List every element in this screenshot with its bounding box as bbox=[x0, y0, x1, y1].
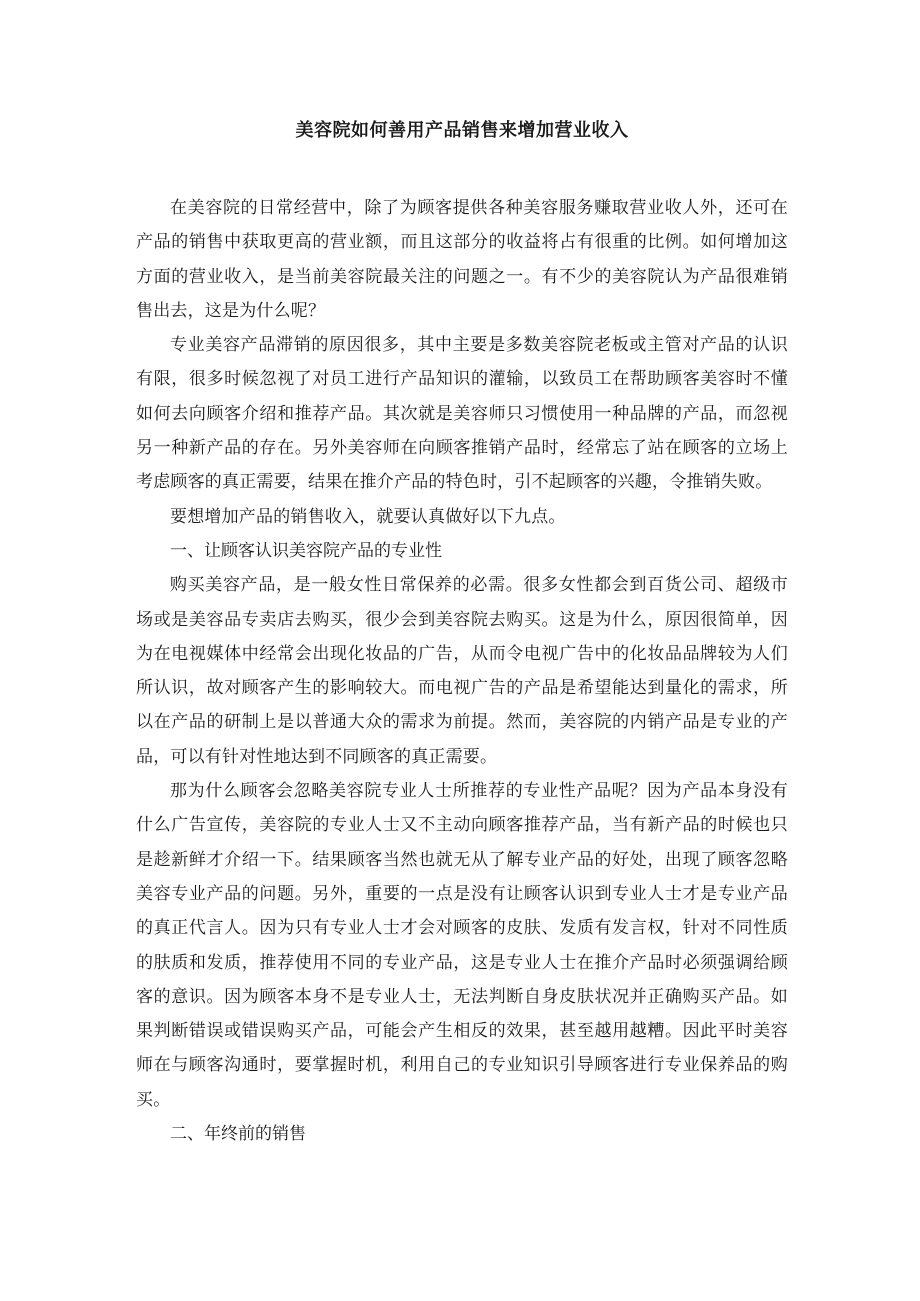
paragraph: 那为什么顾客会忽略美容院专业人士所推荐的专业性产品呢？因为产品本身没有什么广告宣传，美容院的专业人士又不主动向顾客推荐产品，当有新产品的时候也只是趁新鲜才介绍一下。结果顾客当然也就无从了解专业产品的好处，出现了顾客忽略美容专业产品的问题。另外，重要的一点是没有让顾客认识到专业人士才是专业产品的真正代言人。因为只有专业人士才会对顾客的皮肤、发质有发言权，针对不同性质的肤质和发质，推荐使用不同的专业产品，这是专业人士在推介产品时必须强调给顾客的意识。因为顾客本身不是专业人士，无法判断自身皮肤状况并正确购买产品。如果判断错误或错误购买产品，可能会产生相反的效果，甚至越用越糟。因此平时美容师在与顾客沟通时，要掌握时机，利用自己的专业知识引导顾客进行专业保养品的购买。 bbox=[136, 781, 788, 1110]
document-title: 美容院如何善用产品销售来增加营业收入 bbox=[295, 120, 629, 141]
paragraph: 购买美容产品，是一般女性日常保养的必需。很多女性都会到百货公司、超级市场或是美容品专卖店去购买，很少会到美容院去购买。这是为什么，原因很简单，因为在电视媒体中经常会出现化妆品的广告，从而令电视广告中的化妆品品牌较为人们所认识，故对顾客产生的影响较大。而电视广告的产品是希望能达到量化的需求，所以在产品的研制上是以普通大众的需求为前提。然而，美容院的内销产品是专业的产品，可以有针对性地达到不同顾客的真正需要。 bbox=[136, 575, 788, 767]
document-page bbox=[136, 0, 788, 1151]
paragraph: 要想增加产品的销售收入，就要认真做好以下九点。 bbox=[170, 506, 566, 527]
section-heading: 一、让顾客认识美容院产品的专业性 bbox=[170, 540, 442, 561]
section-heading: 二、年终前的销售 bbox=[170, 1124, 306, 1145]
paragraph: 专业美容产品滞销的原因很多，其中主要是多数美容院老板或主管对产品的认识有限，很多时候忽视了对员工进行产品知识的灌输，以致员工在帮助顾客美容时不懂如何去向顾客介绍和推荐产品。其次就是美容师只习惯使用一种品牌的产品，而忽视另一种新产品的存在。另外美容师在向顾客推销产品时，经常忘了站在顾客的立场上考虑顾客的真正需要，结果在推介产品的特色时，引不起顾客的兴趣，令推销失败。 bbox=[136, 335, 788, 493]
document-body bbox=[136, 191, 788, 1151]
paragraph: 在美容院的日常经营中，除了为顾客提供各种美容服务赚取营业收人外，还可在产品的销售中获取更高的营业额，而且这部分的收益将占有很重的比例。如何增加这方面的营业收入，是当前美容院最关注的问题之一。有不少的美容院认为产品很难销售出去，这是为什么呢？ bbox=[136, 198, 788, 321]
